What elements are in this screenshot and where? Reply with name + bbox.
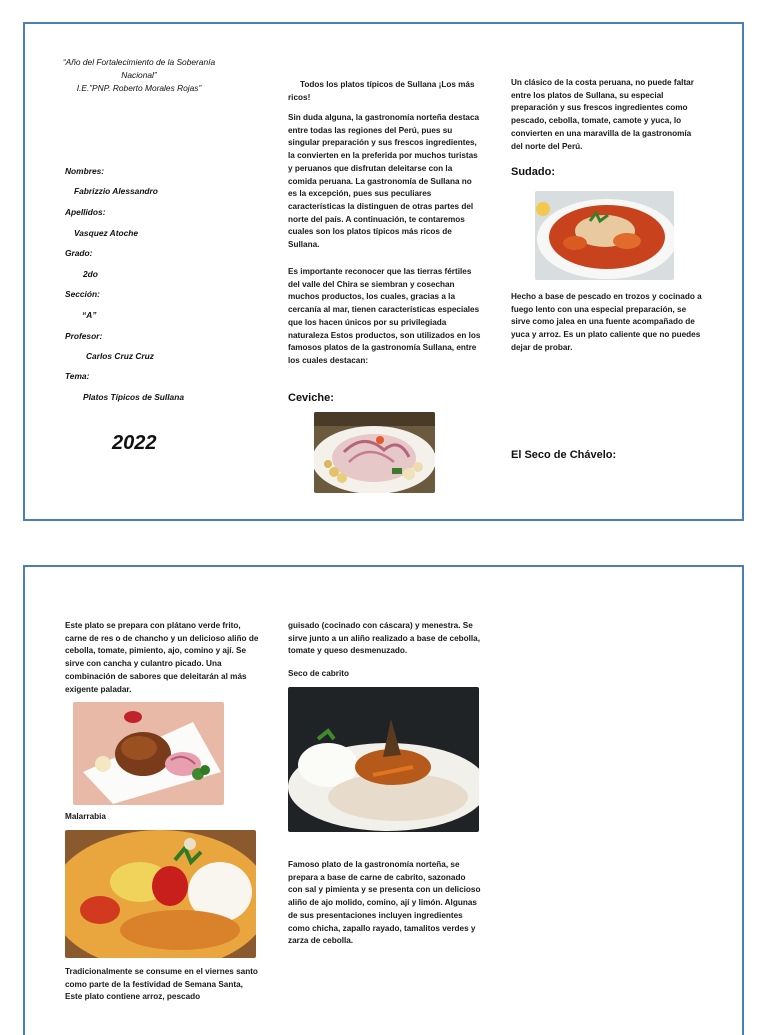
intro-text: Todos los platos típicos de Sullana ¡Los más ricos! [288, 80, 475, 102]
malarrabia-photo [65, 830, 256, 958]
sudado-paragraph: Hecho a base de pescado en trozos y cocinado a fuego lento con una especial preparación, se sirve como jalea en una fuente acompañado de yuca y arroz. Es un plato caliente que no puedes dejar de probar. [511, 292, 702, 352]
seco-chavelo-photo [73, 702, 224, 805]
value-grado: 2do [83, 269, 98, 279]
label-tema: Tema: [65, 371, 90, 381]
malarrabia-paragraph: Tradicionalmente se consume en el viernes santo como parte de la festividad de Semana Santa, Este plato contiene arroz, pescado [65, 967, 258, 1002]
ceviche-photo [314, 412, 435, 493]
clasico-paragraph: Un clásico de la costa peruana, no puede faltar entre los platos de Sullana, su especial preparación y sus frescos ingredientes como pescado, cebolla, tomate, camote y yuca, lo convierten en una maravilla de la gastronomía del norte del Perú. [511, 78, 694, 151]
value-nombres: Fabrizzio Alessandro [74, 186, 158, 196]
ceviche-heading: Ceviche: [288, 392, 334, 404]
value-tema: Platos Típicos de Sullana [83, 392, 184, 402]
seco-cabrito-heading: Seco de cabrito [288, 669, 349, 678]
malarrabia-continued: guisado (cocinado con cáscara) y menestra. Se sirve junto a un aliño realizado a base de cebolla, tomate y queso desmenuzado. [288, 621, 481, 656]
sudado-photo [535, 191, 674, 280]
seco-cabrito-paragraph: Famoso plato de la gastronomía norteña, se prepara a base de carne de cabrito, sazonado con sal y pimienta y se presenta con un delicioso aliño de ajo molido, comino, ají y limón. Algunas de sus presentaciones incluyen ingredientes como chicha, zapallo rayado, tamalitos verdes y zarza de cebolla. [288, 860, 481, 946]
value-profesor: Carlos Cruz Cruz [86, 351, 154, 361]
sudado-heading: Sudado: [511, 166, 555, 178]
motto-line-2: Nacional” [121, 70, 157, 80]
year-label: 2022 [112, 432, 157, 454]
motto-line-3: I.E.”PNP. Roberto Morales Rojas” [76, 83, 202, 93]
value-seccion: “A” [82, 310, 97, 320]
label-profesor: Profesor: [65, 331, 103, 341]
seco-cabrito-photo [288, 687, 479, 832]
value-apellidos: Vasquez Atoche [74, 228, 139, 238]
school-motto [44, 56, 234, 95]
seco-chavelo-heading: El Seco de Chávelo: [511, 449, 617, 461]
chira-paragraph: Es importante reconocer que las tierras fértiles del valle del Chira se siembran y cosechan muchos productos, los cuales, gracias a la cercanía al mar, tienen características especiales que los hacen únicos por su privilegiada naturaleza Estos productos, son utilizados en los famosos platos de la gastronomía Sullana, entre los cuales destacan: [288, 267, 481, 365]
chavelo-paragraph: Este plato se prepara con plátano verde frito, carne de res o de chancho y un delicioso aliño de cebolla, tomate, pimiento, ajo, comino y ají. Se sirve con cancha y culantro picado. Una combinación de sabores que deleitarán al más exigente paladar. [65, 621, 259, 694]
label-grado: Grado: [65, 248, 93, 258]
label-apellidos: Apellidos: [65, 207, 106, 217]
motto-line-1: “Año del Fortalecimiento de la Soberanía [62, 57, 216, 67]
label-seccion: Sección: [65, 289, 100, 299]
malarrabia-caption: Malarrabia [65, 812, 106, 821]
label-nombres: Nombres: [65, 166, 105, 176]
gastronomy-paragraph: Sin duda alguna, la gastronomía norteña destaca entre todas las regiones del Perú, pues su singular preparación y sus frescos ingredientes, la convierten en la preferida por muchos turistas y peruanos que disfrutan deleitarse con la comida peruana. La gastronomía de Sullana no es la excepción, pues sus peculiares características la distinguen de otras partes del norte del país. A continuación, te contaremos cuales son los platos típicos más ricos de Sullana. [288, 113, 480, 250]
